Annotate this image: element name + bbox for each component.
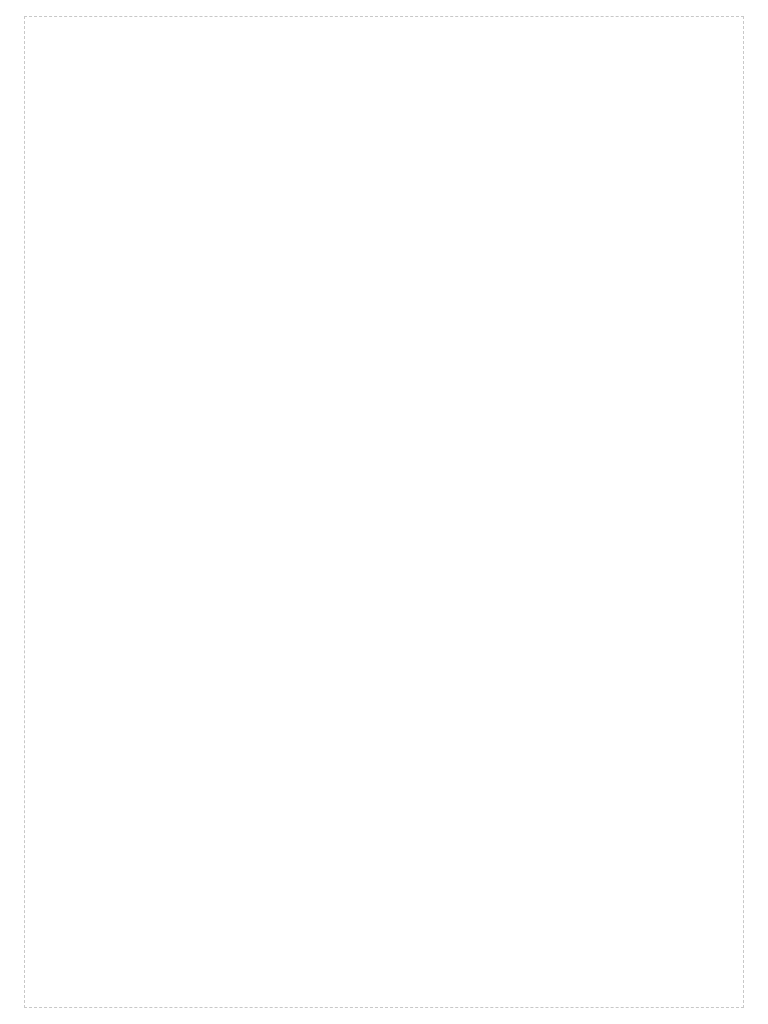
screen-area (24, 16, 744, 1008)
